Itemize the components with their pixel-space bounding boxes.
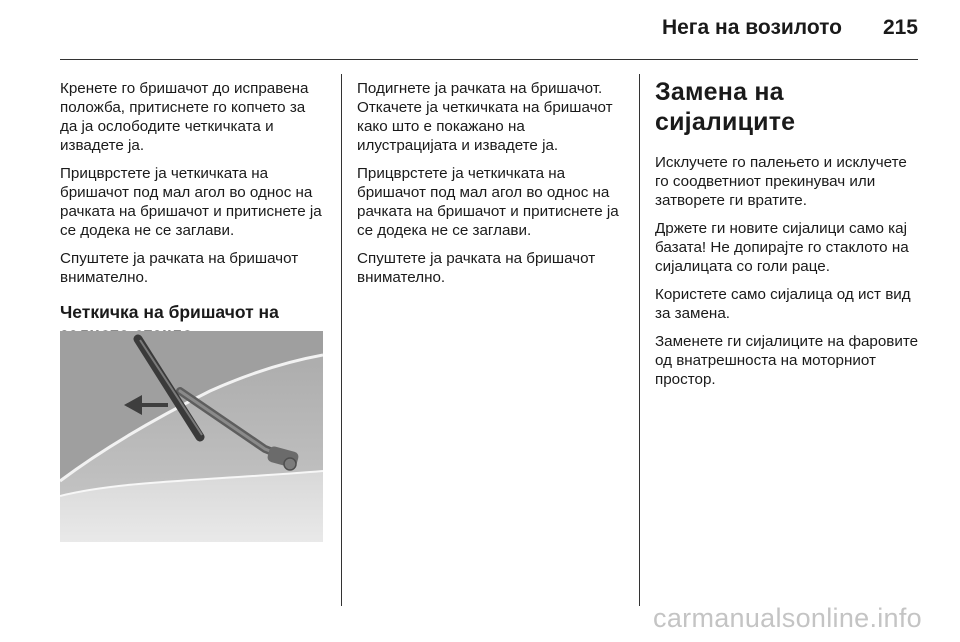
column-2: [357, 79, 623, 296]
page-number: 215: [882, 16, 918, 39]
paragraph: Исклучете го палењето и исклучете го соодветниот прекинувач или затворете ги вратите.: [655, 154, 907, 209]
rear-wiper-illustration: [60, 331, 323, 542]
paragraph: Користете само сијалица од ист вид за замена.: [655, 286, 911, 322]
paragraph: Прицврстете ја четкичката на бришачот под мал агол во однос на рачката на бришачот и притиснете ја се додека не се заглави.: [60, 165, 322, 239]
paragraph: Заменете ги сијалиците на фаровите од внатрешноста на моторниот простор.: [655, 333, 919, 388]
column-3: [655, 77, 923, 398]
column-1: [60, 79, 326, 355]
column-divider-1: [341, 74, 342, 606]
header-divider: [60, 59, 918, 60]
paragraph: Прицврстете ја четкичката на бришачот под мал агол во однос на рачката на бришачот и притиснете ја се додека не се заглави.: [357, 165, 619, 239]
paragraph: Држете ги новите сијалици само кај базата! Не допирајте го стаклото на сијалицата со голи раце.: [655, 220, 909, 275]
section-heading: Замена на сијалиците: [655, 78, 796, 136]
section-subheading: Четкичка на бришачот на: [60, 302, 279, 322]
column-divider-2: [639, 74, 640, 606]
watermark: carmanualsonline.info: [653, 603, 922, 633]
paragraph: Подигнете ја рачката на бришачот. Откачете ја четкичката на бришачот како што е покажано на илустрацијата и извадете ја.: [357, 80, 613, 154]
page-header-title: Нега на возилото: [661, 16, 842, 39]
paragraph: Кренете го бришачот до исправена положба, притиснете го копчето за да ја ослободите четкичката и извадете ја.: [60, 80, 309, 154]
paragraph: Спуштете ја рачката на бришачот внимателно.: [357, 250, 596, 286]
paragraph: Спуштете ја рачката на бришачот внимателно.: [60, 250, 299, 286]
